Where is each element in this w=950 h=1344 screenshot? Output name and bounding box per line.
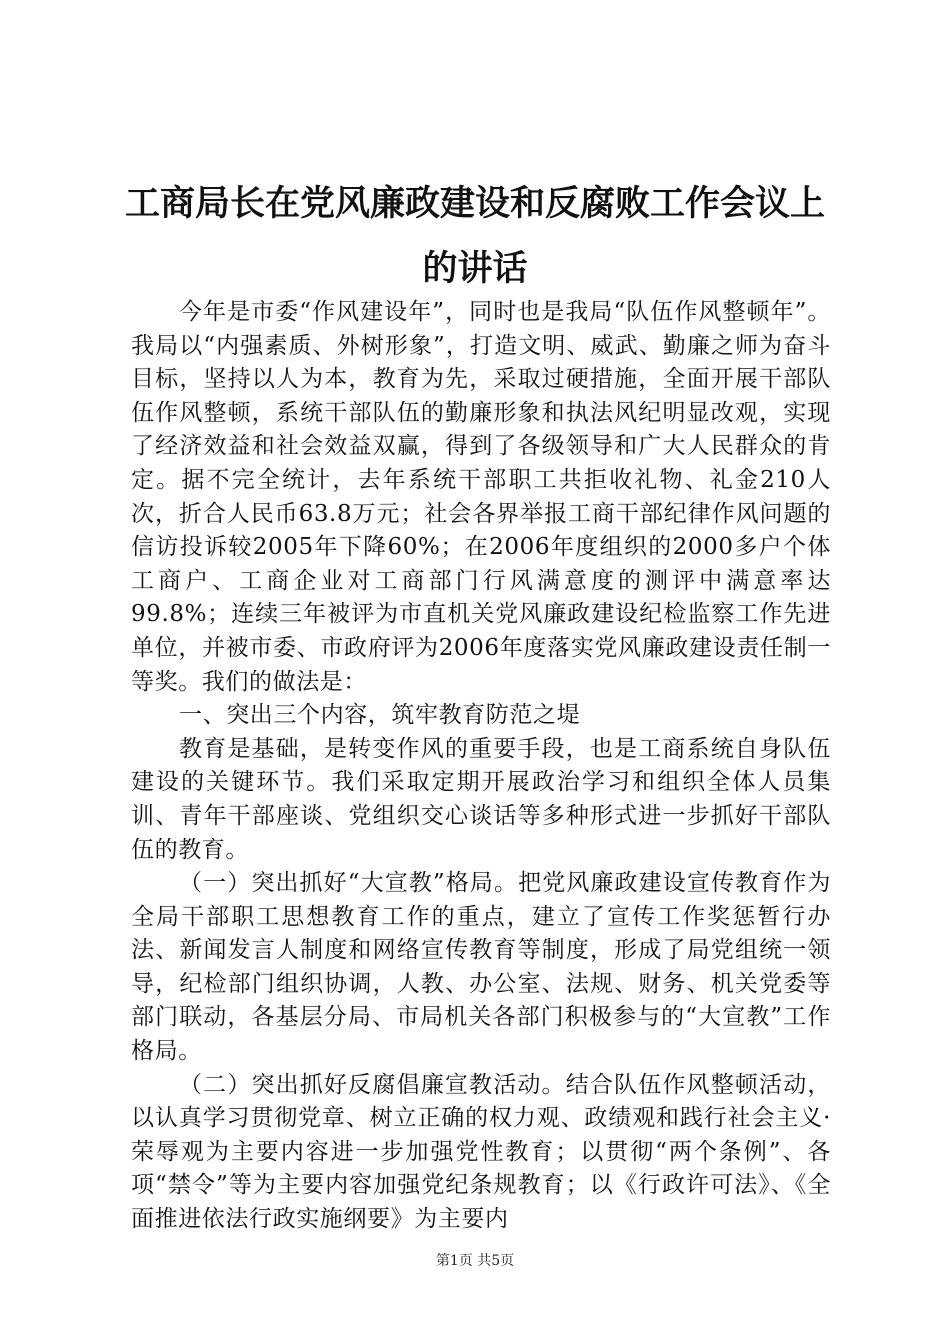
- title-line-2: 的讲话: [422, 249, 528, 289]
- section-heading-1: 一、突出三个内容，筑牢教育防范之堤: [179, 702, 581, 729]
- title-line-1: 工商局长在党风廉政建设和反腐败工作会议上: [124, 184, 825, 224]
- document-title: [120, 172, 830, 302]
- section-1-paragraph: 教育是基础，是转变作风的重要手段，也是工商系统自身队伍建设的关键环节。我们采取定期开展政治学习和组织全体人员集训、青年干部座谈、党组织交心谈话等多种形式进一步抓好干部队伍的教育。: [131, 735, 831, 863]
- page-number-footer: 第1页 共5页: [435, 1253, 515, 1269]
- intro-paragraph: 今年是市委“作风建设年”，同时也是我局“队伍作风整顿年”。我局以“内强素质、外树形象”，打造文明、威武、勤廉之师为奋斗目标，坚持以人为本，教育为先，采取过硬措施，全面开展干部队伍作风整顿，系统干部队伍的勤廉形象和执法风纪明显改观，实现了经济效益和社会效益双赢，得到了各级领导和广大人民群众的肯定。据不完全统计，去年系统干部职工共拒收礼物、礼金210人次，折合人民币63.8万元；社会各界举报工商干部纪律作风问题的信访投诉较2005年下降60%；在2006年度组织的2000多户个体工商户、工商企业对工商部门行风满意度的测评中满意率达99.8%；连续三年被评为市直机关党风廉政建设纪检监察工作先进单位，并被市委、市政府评为2006年度落实党风廉政建设责任制一等奖。我们的做法是：: [131, 299, 831, 695]
- document-body: [131, 296, 831, 1237]
- subsection-1-paragraph: （一）突出抓好“大宣教”格局。把党风廉政建设宣传教育作为全局干部职工思想教育工作的重点，建立了宣传工作奖惩暂行办法、新闻发言人制度和网络宣传教育等制度，形成了局党组统一领导，纪检部门组织协调，人教、办公室、法规、财务、机关党委等部门联动，各基层分局、市局机关各部门积极参与的“大宣教”工作格局。: [131, 870, 831, 1065]
- subsection-2-paragraph: （二）突出抓好反腐倡廉宣教活动。结合队伍作风整顿活动，以认真学习贯彻党章、树立正确的权力观、政绩观和践行社会主义·荣辱观为主要内容进一步加强党性教育；以贯彻“两个条例”、各项“禁令”等为主要内容加强党纪条规教育；以《行政许可法》、《全面推进依法行政实施纲要》为主要内: [131, 1071, 831, 1233]
